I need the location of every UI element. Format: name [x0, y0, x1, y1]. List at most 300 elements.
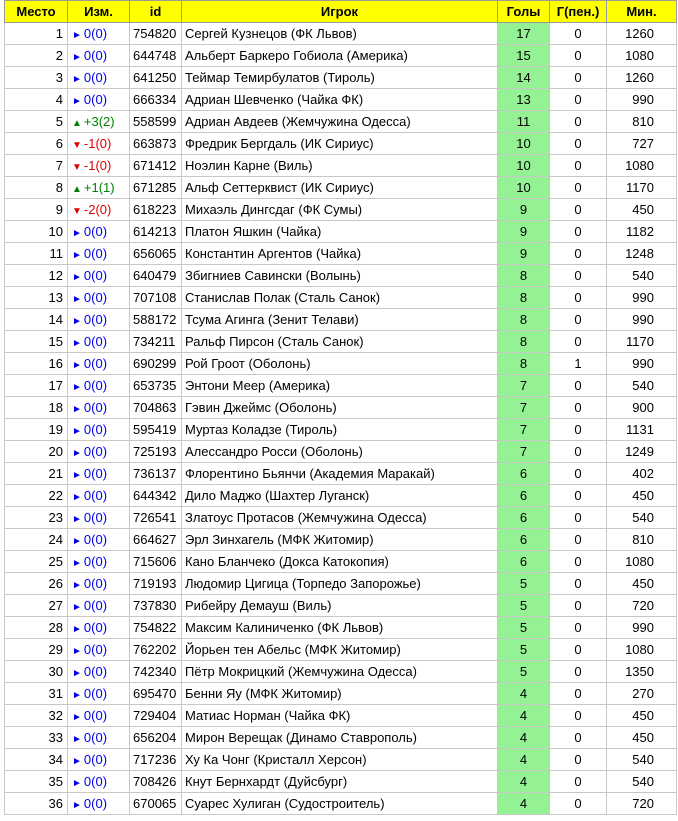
penalty-goals-cell: 0 [550, 485, 607, 507]
penalty-goals-cell: 0 [550, 639, 607, 661]
table-row [5, 353, 677, 375]
arrow-right-icon: ► [72, 602, 82, 613]
penalty-goals-cell: 1 [550, 353, 607, 375]
arrow-right-icon: ► [72, 448, 82, 459]
arrow-right-icon: ► [72, 734, 82, 745]
change-cell [68, 265, 130, 287]
minutes-cell: 1260 [607, 23, 677, 45]
place-cell: 1 [5, 23, 68, 45]
minutes-cell: 540 [607, 749, 677, 771]
minutes-cell: 1080 [607, 45, 677, 67]
table-row [5, 243, 677, 265]
player-id-cell: 734211 [130, 331, 182, 353]
change-value: 0(0) [83, 664, 108, 679]
place-cell: 9 [5, 199, 68, 221]
minutes-cell: 1080 [607, 639, 677, 661]
arrow-right-icon: ► [72, 404, 82, 415]
table-row [5, 485, 677, 507]
change-cell [68, 23, 130, 45]
place-cell: 25 [5, 551, 68, 573]
place-cell: 32 [5, 705, 68, 727]
table-row [5, 111, 677, 133]
table-row [5, 771, 677, 793]
table-row [5, 375, 677, 397]
arrow-right-icon: ► [72, 272, 82, 283]
player-id-cell: 656204 [130, 727, 182, 749]
place-cell: 28 [5, 617, 68, 639]
arrow-right-icon: ► [72, 646, 82, 657]
change-cell [68, 793, 130, 815]
player-name-cell[interactable]: Адриан Авдеев (Жемчужина Одесса) [182, 111, 498, 133]
table-row [5, 463, 677, 485]
goals-cell: 9 [498, 243, 550, 265]
change-value: 0(0) [83, 48, 108, 63]
penalty-goals-cell: 0 [550, 507, 607, 529]
minutes-cell: 540 [607, 265, 677, 287]
penalty-goals-cell: 0 [550, 573, 607, 595]
arrow-right-icon: ► [72, 96, 82, 107]
minutes-cell: 1131 [607, 419, 677, 441]
player-name-cell[interactable]: Сергей Кузнецов (ФК Львов) [182, 23, 498, 45]
player-name-cell[interactable]: Станислав Полак (Сталь Санок) [182, 287, 498, 309]
minutes-cell: 990 [607, 89, 677, 111]
goals-cell: 8 [498, 309, 550, 331]
place-cell: 11 [5, 243, 68, 265]
place-cell: 36 [5, 793, 68, 815]
minutes-cell: 1080 [607, 155, 677, 177]
arrow-right-icon: ► [72, 624, 82, 635]
change-cell [68, 441, 130, 463]
penalty-goals-cell: 0 [550, 67, 607, 89]
header-row [5, 1, 677, 23]
player-id-cell: 614213 [130, 221, 182, 243]
penalty-goals-cell: 0 [550, 617, 607, 639]
table-row [5, 397, 677, 419]
table-row [5, 45, 677, 67]
place-cell: 2 [5, 45, 68, 67]
penalty-goals-cell: 0 [550, 705, 607, 727]
goals-cell: 6 [498, 507, 550, 529]
table-row [5, 617, 677, 639]
arrow-down-icon: ▼ [72, 206, 82, 217]
arrow-right-icon: ► [72, 778, 82, 789]
player-name-cell[interactable]: Рой Гроот (Оболонь) [182, 353, 498, 375]
player-id-cell: 644748 [130, 45, 182, 67]
minutes-cell: 900 [607, 397, 677, 419]
change-cell [68, 727, 130, 749]
goals-cell: 6 [498, 463, 550, 485]
table-row [5, 793, 677, 815]
change-value: 0(0) [83, 312, 108, 327]
arrow-right-icon: ► [72, 250, 82, 261]
table-row [5, 749, 677, 771]
player-id-cell: 704863 [130, 397, 182, 419]
place-cell: 17 [5, 375, 68, 397]
penalty-goals-cell: 0 [550, 551, 607, 573]
goals-cell: 6 [498, 551, 550, 573]
minutes-cell: 450 [607, 727, 677, 749]
change-value: +1(1) [83, 180, 115, 195]
header-penalty-goals[interactable]: Г(пен.) [550, 1, 607, 23]
minutes-cell: 450 [607, 199, 677, 221]
player-name-cell[interactable]: Кано Бланчеко (Докса Катокопия) [182, 551, 498, 573]
goals-cell: 5 [498, 617, 550, 639]
player-id-cell: 707108 [130, 287, 182, 309]
arrow-right-icon: ► [72, 338, 82, 349]
table-row [5, 419, 677, 441]
minutes-cell: 450 [607, 705, 677, 727]
arrow-right-icon: ► [72, 74, 82, 85]
penalty-goals-cell: 0 [550, 309, 607, 331]
place-cell: 22 [5, 485, 68, 507]
change-cell [68, 661, 130, 683]
change-value: 0(0) [83, 510, 108, 525]
goals-cell: 7 [498, 375, 550, 397]
arrow-right-icon: ► [72, 558, 82, 569]
place-cell: 8 [5, 177, 68, 199]
change-cell [68, 485, 130, 507]
change-cell [68, 287, 130, 309]
player-name-cell[interactable]: Рибейру Демауш (Виль) [182, 595, 498, 617]
header-minutes[interactable]: Мин. [607, 1, 677, 23]
arrow-right-icon: ► [72, 536, 82, 547]
table-row [5, 177, 677, 199]
change-cell [68, 199, 130, 221]
table-row [5, 441, 677, 463]
player-id-cell: 640479 [130, 265, 182, 287]
goals-cell: 4 [498, 793, 550, 815]
change-cell [68, 133, 130, 155]
player-name-cell[interactable]: Збигниев Савински (Волынь) [182, 265, 498, 287]
arrow-right-icon: ► [72, 668, 82, 679]
arrow-right-icon: ► [72, 382, 82, 393]
player-name-cell[interactable]: Гэвин Джеймс (Оболонь) [182, 397, 498, 419]
minutes-cell: 1350 [607, 661, 677, 683]
change-value: 0(0) [83, 708, 108, 723]
player-id-cell: 762202 [130, 639, 182, 661]
goals-cell: 7 [498, 419, 550, 441]
change-value: 0(0) [83, 290, 108, 305]
change-value: -2(0) [83, 202, 112, 217]
player-id-cell: 719193 [130, 573, 182, 595]
goals-cell: 13 [498, 89, 550, 111]
goals-cell: 8 [498, 265, 550, 287]
table-row [5, 595, 677, 617]
player-id-cell: 708426 [130, 771, 182, 793]
place-cell: 12 [5, 265, 68, 287]
player-id-cell: 754820 [130, 23, 182, 45]
penalty-goals-cell: 0 [550, 243, 607, 265]
goals-cell: 8 [498, 331, 550, 353]
change-cell [68, 419, 130, 441]
change-value: 0(0) [83, 224, 108, 239]
player-id-cell: 666334 [130, 89, 182, 111]
penalty-goals-cell: 0 [550, 111, 607, 133]
change-cell [68, 507, 130, 529]
place-cell: 6 [5, 133, 68, 155]
change-cell [68, 551, 130, 573]
minutes-cell: 450 [607, 573, 677, 595]
change-cell [68, 573, 130, 595]
place-cell: 31 [5, 683, 68, 705]
place-cell: 34 [5, 749, 68, 771]
change-cell [68, 309, 130, 331]
penalty-goals-cell: 0 [550, 265, 607, 287]
table-row [5, 133, 677, 155]
player-name-cell[interactable]: Алессандро Росси (Оболонь) [182, 441, 498, 463]
player-id-cell: 588172 [130, 309, 182, 331]
goals-cell: 14 [498, 67, 550, 89]
player-name-cell[interactable]: Альф Сеттерквист (ИК Сириус) [182, 177, 498, 199]
player-name-cell[interactable]: Муртаз Коладзе (Тироль) [182, 419, 498, 441]
place-cell: 33 [5, 727, 68, 749]
change-value: +3(2) [83, 114, 115, 129]
goals-cell: 5 [498, 661, 550, 683]
arrow-right-icon: ► [72, 294, 82, 305]
penalty-goals-cell: 0 [550, 463, 607, 485]
change-value: 0(0) [83, 752, 108, 767]
minutes-cell: 540 [607, 507, 677, 529]
change-value: 0(0) [83, 356, 108, 371]
table-row [5, 507, 677, 529]
minutes-cell: 270 [607, 683, 677, 705]
penalty-goals-cell: 0 [550, 23, 607, 45]
header-id[interactable]: id [130, 1, 182, 23]
change-value: 0(0) [83, 466, 108, 481]
player-name-cell[interactable]: Максим Калиниченко (ФК Львов) [182, 617, 498, 639]
header-place[interactable]: Место [5, 1, 68, 23]
change-value: 0(0) [83, 92, 108, 107]
player-id-cell: 641250 [130, 67, 182, 89]
place-cell: 23 [5, 507, 68, 529]
player-name-cell[interactable]: Бенни Яу (МФК Житомир) [182, 683, 498, 705]
player-name-cell[interactable]: Тсума Агинга (Зенит Телави) [182, 309, 498, 331]
change-value: 0(0) [83, 774, 108, 789]
penalty-goals-cell: 0 [550, 155, 607, 177]
place-cell: 29 [5, 639, 68, 661]
minutes-cell: 1170 [607, 177, 677, 199]
player-id-cell: 729404 [130, 705, 182, 727]
goals-cell: 6 [498, 485, 550, 507]
player-name-cell[interactable]: Дило Маджо (Шахтер Луганск) [182, 485, 498, 507]
minutes-cell: 540 [607, 771, 677, 793]
arrow-up-icon: ▲ [72, 118, 82, 129]
place-cell: 27 [5, 595, 68, 617]
place-cell: 26 [5, 573, 68, 595]
change-value: 0(0) [83, 620, 108, 635]
player-name-cell[interactable]: Ху Ка Чонг (Кристалл Херсон) [182, 749, 498, 771]
arrow-right-icon: ► [72, 316, 82, 327]
penalty-goals-cell: 0 [550, 221, 607, 243]
player-id-cell: 754822 [130, 617, 182, 639]
penalty-goals-cell: 0 [550, 749, 607, 771]
player-name-cell[interactable]: Флорентино Бьянчи (Академия Маракай) [182, 463, 498, 485]
player-name-cell[interactable]: Кнут Бернхардт (Дуйсбург) [182, 771, 498, 793]
player-name-cell[interactable]: Фредрик Бергдаль (ИК Сириус) [182, 133, 498, 155]
change-value: 0(0) [83, 796, 108, 811]
minutes-cell: 450 [607, 485, 677, 507]
place-cell: 13 [5, 287, 68, 309]
change-value: 0(0) [83, 334, 108, 349]
change-cell [68, 111, 130, 133]
table-row [5, 265, 677, 287]
player-name-cell[interactable]: Мирон Верещак (Динамо Ставрополь) [182, 727, 498, 749]
player-name-cell[interactable]: Йорьен тен Абельс (МФК Житомир) [182, 639, 498, 661]
penalty-goals-cell: 0 [550, 397, 607, 419]
arrow-right-icon: ► [72, 690, 82, 701]
minutes-cell: 1260 [607, 67, 677, 89]
arrow-right-icon: ► [72, 470, 82, 481]
goals-cell: 10 [498, 133, 550, 155]
change-cell [68, 705, 130, 727]
place-cell: 19 [5, 419, 68, 441]
minutes-cell: 1248 [607, 243, 677, 265]
penalty-goals-cell: 0 [550, 199, 607, 221]
table-row [5, 727, 677, 749]
penalty-goals-cell: 0 [550, 419, 607, 441]
minutes-cell: 990 [607, 309, 677, 331]
change-cell [68, 45, 130, 67]
place-cell: 10 [5, 221, 68, 243]
table-row [5, 683, 677, 705]
player-name-cell[interactable]: Платон Яшкин (Чайка) [182, 221, 498, 243]
player-name-cell[interactable]: Михаэль Дингсдаг (ФК Сумы) [182, 199, 498, 221]
player-name-cell[interactable]: Константин Аргентов (Чайка) [182, 243, 498, 265]
change-value: 0(0) [83, 554, 108, 569]
player-name-cell[interactable]: Энтони Меер (Америка) [182, 375, 498, 397]
goals-cell: 17 [498, 23, 550, 45]
player-name-cell[interactable]: Эрл Зинхагель (МФК Житомир) [182, 529, 498, 551]
header-player[interactable]: Игрок [182, 1, 498, 23]
table-row [5, 67, 677, 89]
goals-cell: 10 [498, 177, 550, 199]
change-cell [68, 529, 130, 551]
player-name-cell[interactable]: Людомир Цигица (Торпедо Запорожье) [182, 573, 498, 595]
player-name-cell[interactable]: Адриан Шевченко (Чайка ФК) [182, 89, 498, 111]
minutes-cell: 540 [607, 375, 677, 397]
place-cell: 16 [5, 353, 68, 375]
player-name-cell[interactable]: Пётр Мокрицкий (Жемчужина Одесса) [182, 661, 498, 683]
goals-cell: 9 [498, 199, 550, 221]
player-id-cell: 653735 [130, 375, 182, 397]
table-row [5, 221, 677, 243]
table-row [5, 331, 677, 353]
arrow-right-icon: ► [72, 30, 82, 41]
player-id-cell: 736137 [130, 463, 182, 485]
goals-cell: 6 [498, 529, 550, 551]
player-id-cell: 595419 [130, 419, 182, 441]
penalty-goals-cell: 0 [550, 683, 607, 705]
player-name-cell[interactable]: Теймар Темирбулатов (Тироль) [182, 67, 498, 89]
arrow-right-icon: ► [72, 52, 82, 63]
change-value: 0(0) [83, 444, 108, 459]
table-row [5, 23, 677, 45]
arrow-right-icon: ► [72, 426, 82, 437]
change-value: 0(0) [83, 730, 108, 745]
arrow-right-icon: ► [72, 800, 82, 811]
table-row [5, 287, 677, 309]
place-cell: 18 [5, 397, 68, 419]
change-value: -1(0) [83, 158, 112, 173]
goals-cell: 4 [498, 727, 550, 749]
change-cell [68, 221, 130, 243]
place-cell: 15 [5, 331, 68, 353]
player-id-cell: 725193 [130, 441, 182, 463]
player-name-cell[interactable]: Ральф Пирсон (Сталь Санок) [182, 331, 498, 353]
minutes-cell: 1182 [607, 221, 677, 243]
penalty-goals-cell: 0 [550, 45, 607, 67]
place-cell: 20 [5, 441, 68, 463]
table-row [5, 309, 677, 331]
penalty-goals-cell: 0 [550, 89, 607, 111]
player-name-cell[interactable]: Златоус Протасов (Жемчужина Одесса) [182, 507, 498, 529]
goals-cell: 11 [498, 111, 550, 133]
goals-cell: 4 [498, 749, 550, 771]
minutes-cell: 720 [607, 595, 677, 617]
change-cell [68, 595, 130, 617]
penalty-goals-cell: 0 [550, 177, 607, 199]
minutes-cell: 990 [607, 617, 677, 639]
player-id-cell: 644342 [130, 485, 182, 507]
player-name-cell[interactable]: Ноэлин Карне (Виль) [182, 155, 498, 177]
change-cell [68, 89, 130, 111]
penalty-goals-cell: 0 [550, 529, 607, 551]
goals-cell: 4 [498, 705, 550, 727]
change-cell [68, 375, 130, 397]
player-name-cell[interactable]: Суарес Хулиган (Судостроитель) [182, 793, 498, 815]
change-value: 0(0) [83, 422, 108, 437]
table-row [5, 661, 677, 683]
player-id-cell: 671285 [130, 177, 182, 199]
arrow-right-icon: ► [72, 492, 82, 503]
arrow-right-icon: ► [72, 756, 82, 767]
minutes-cell: 990 [607, 287, 677, 309]
change-value: 0(0) [83, 246, 108, 261]
player-id-cell: 671412 [130, 155, 182, 177]
player-id-cell: 656065 [130, 243, 182, 265]
goals-cell: 4 [498, 683, 550, 705]
arrow-up-icon: ▲ [72, 184, 82, 195]
minutes-cell: 1170 [607, 331, 677, 353]
arrow-down-icon: ▼ [72, 162, 82, 173]
arrow-right-icon: ► [72, 580, 82, 591]
player-name-cell[interactable]: Альберт Баркеро Гобиола (Америка) [182, 45, 498, 67]
header-change[interactable]: Изм. [68, 1, 130, 23]
table-row [5, 551, 677, 573]
change-value: 0(0) [83, 686, 108, 701]
change-cell [68, 617, 130, 639]
player-id-cell: 717236 [130, 749, 182, 771]
change-cell [68, 177, 130, 199]
table-row [5, 89, 677, 111]
player-name-cell[interactable]: Матиас Норман (Чайка ФК) [182, 705, 498, 727]
place-cell: 35 [5, 771, 68, 793]
change-value: 0(0) [83, 532, 108, 547]
change-value: 0(0) [83, 488, 108, 503]
penalty-goals-cell: 0 [550, 441, 607, 463]
penalty-goals-cell: 0 [550, 661, 607, 683]
minutes-cell: 990 [607, 353, 677, 375]
penalty-goals-cell: 0 [550, 287, 607, 309]
goals-cell: 15 [498, 45, 550, 67]
player-id-cell: 737830 [130, 595, 182, 617]
player-id-cell: 618223 [130, 199, 182, 221]
change-cell [68, 771, 130, 793]
table-row [5, 529, 677, 551]
header-goals[interactable]: Голы [498, 1, 550, 23]
place-cell: 30 [5, 661, 68, 683]
minutes-cell: 1080 [607, 551, 677, 573]
